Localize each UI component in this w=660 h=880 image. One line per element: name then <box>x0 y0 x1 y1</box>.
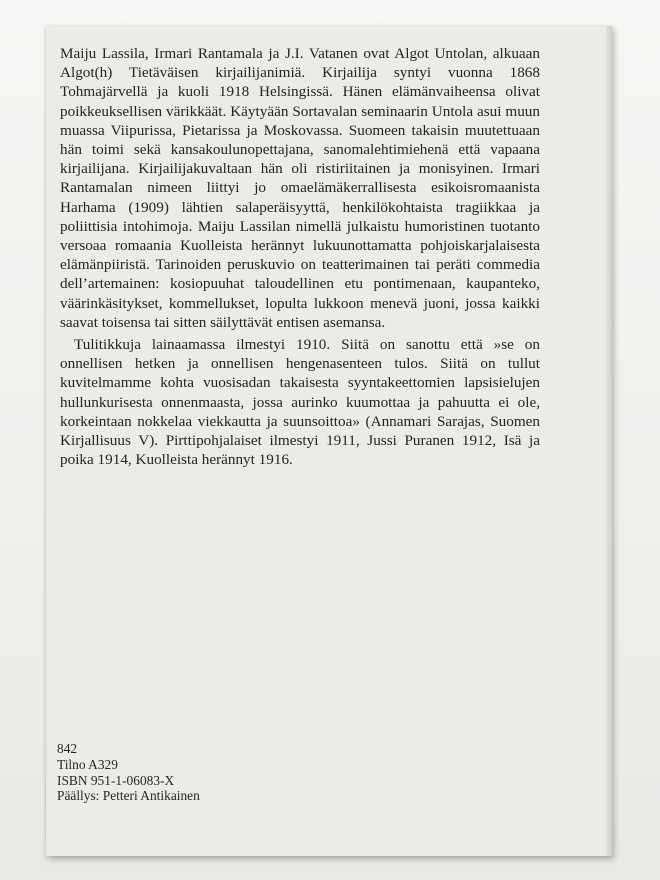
cover-edge <box>606 26 612 856</box>
printer-code: Tilno A329 <box>57 756 118 772</box>
series-number: 842 <box>57 741 78 756</box>
isbn: ISBN 951-1-06083-X <box>57 772 175 788</box>
back-cover-blurb <box>60 44 540 469</box>
blurb-paragraph-work: Tulitikkuja lainaamassa ilmestyi 1910. Siitä on sanottu että »se on onnellisen hetken ja onnellisen hengenasenteen tulos. Siitä on tullut kuvitelmamme kohta vuosisadan takaisesta syyntakeettomien lapsisielujen hullunkurisesta onnenmaasta, jossa aurinko kuumottaa ja pahuutta ei ole, korkeintaan nokkelaa viekkautta ja suunsoittoa» (Annamari Sarajas, Suomen Kirjallisuus V). Pirttipohjalaiset ilmestyi 1911, Jussi Puranen 1912, Isä ja poika 1914, Kuolleista herännyt 1916. <box>60 336 540 469</box>
cover-credit: Päällys: Petteri Antikainen <box>57 788 200 804</box>
colophon <box>57 741 200 804</box>
blurb-paragraph-author: Maiju Lassila, Irmari Rantamala ja J.I. Vatanen ovat Algot Untolan, alkuaan Algot(h) Tietäväisen kirjailijanimiä. Kirjailija syntyi vuonna 1868 Tohmajärvellä ja kuoli 1918 Helsingissä. Hänen elämänvaiheensa olivat poikkeuksellisen värikkäät. Käytyään Sortavalan seminaarin Untola asui muun muassa Viipurissa, Pietarissa ja Moskovassa. Suomeen takaisin muutettuaan hän toimi sekä kansakoulunopettajana, sanomalehtimiehenä että vapaana kirjailijana. Kirjailijakuvaltaan hän oli ristiriitainen ja monisyinen. Irmari Rantamalan nimeen liittyi jo omaelämäkerrallisesta esikoisromaanista Harhama (1909) lähtien salaperäisyyttä, henkilökohtaista tragiikkaa ja poliittisia intohimoja. Maiju Lassilan nimellä julkaistu humoristinen tuotanto versoaa romaania Kuolleista herännyt lukuunottamatta pohjoiskarjalaisesta elämänpiiristä. Tarinoiden peruskuvio on teatterimainen tai peräti commedia dell’artemainen: kosiopuuhat taloudellinen etu pontimenaan, kaupanteko, väärinkäsitykset, kommellukset, lopulta lukkoon menevä juoni, jossa kaikki saavat toisensa tai sitten säilyttävät entisen asemansa. <box>60 45 540 331</box>
